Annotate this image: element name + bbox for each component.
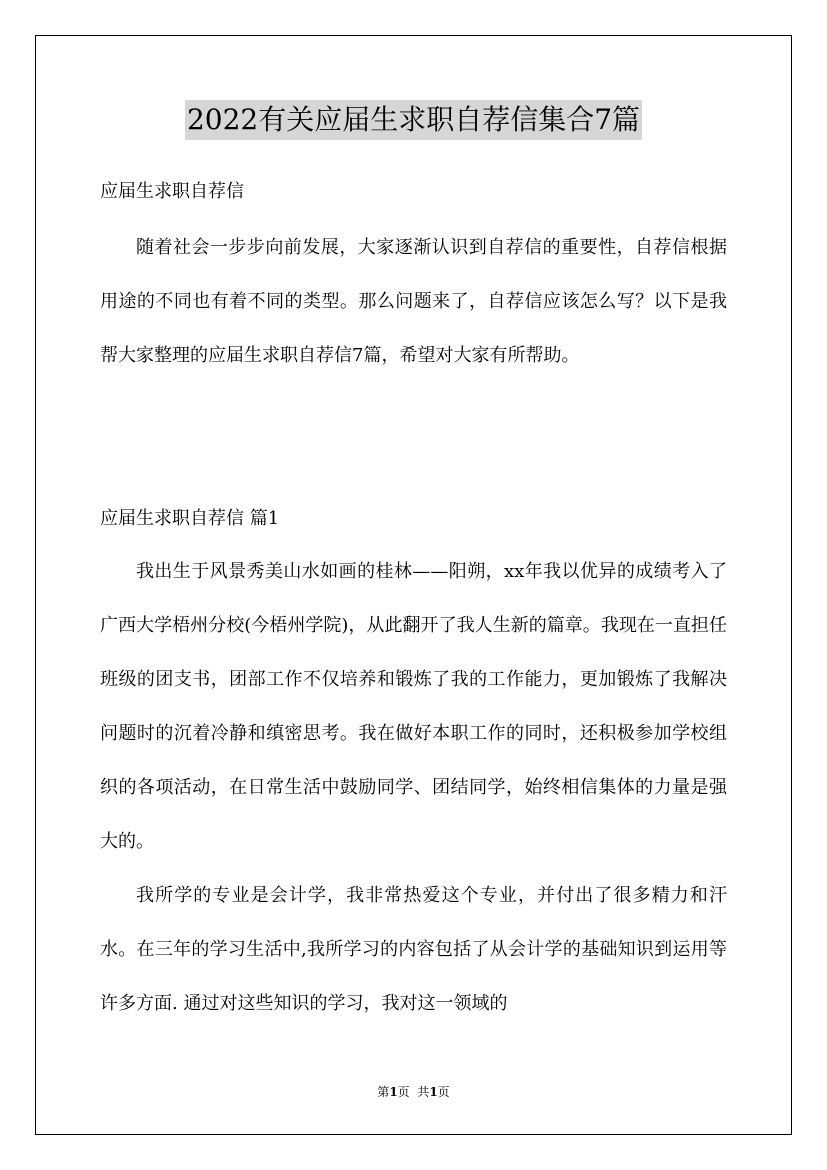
- page-footer: [0, 1084, 827, 1100]
- footer-total-pages: 1: [429, 1085, 438, 1099]
- footer-suffix: 页: [437, 1085, 450, 1099]
- body-paragraph-1: 我出生于风景秀美山水如画的桂林——阳朔，xx年我以优异的成绩考入了广西大学梧州分校(今梧州学院)，从此翻开了我人生新的篇章。我现在一直担任班级的团支书，团部工作不仅培养和锻炼了我的工作能力，更加锻炼了我解决问题时的沉着冷静和缜密思考。我在做好本职工作的同时，还积极参加学校组织的各项活动，在日常生活中鼓励同学、团结同学，始终相信集体的力量是强大的。: [100, 561, 727, 852]
- footer-mid: 页 共: [397, 1085, 430, 1099]
- footer-prefix: 第: [377, 1085, 390, 1099]
- title-container: [0, 100, 827, 140]
- section-heading: 应届生求职自荐信: [100, 181, 244, 202]
- document-title: 2022有关应届生求职自荐信集合7篇: [185, 100, 642, 140]
- footer-page-number: 1: [389, 1085, 398, 1099]
- intro-paragraph: 随着社会一步步向前发展，大家逐渐认识到自荐信的重要性，自荐信根据用途的不同也有着不同的类型。那么问题来了，自荐信应该怎么写？以下是我帮大家整理的应届生求职自荐信7篇，希望对大家有所帮助。: [100, 237, 727, 366]
- article-heading: 应届生求职自荐信 篇1: [100, 508, 280, 529]
- body-paragraph-2: 我所学的专业是会计学，我非常热爱这个专业，并付出了很多精力和汗水。在三年的学习生活中,我所学习的内容包括了从会计学的基础知识到运用等许多方面. 通过对这些知识的学习，我对这一领域的: [100, 885, 727, 1014]
